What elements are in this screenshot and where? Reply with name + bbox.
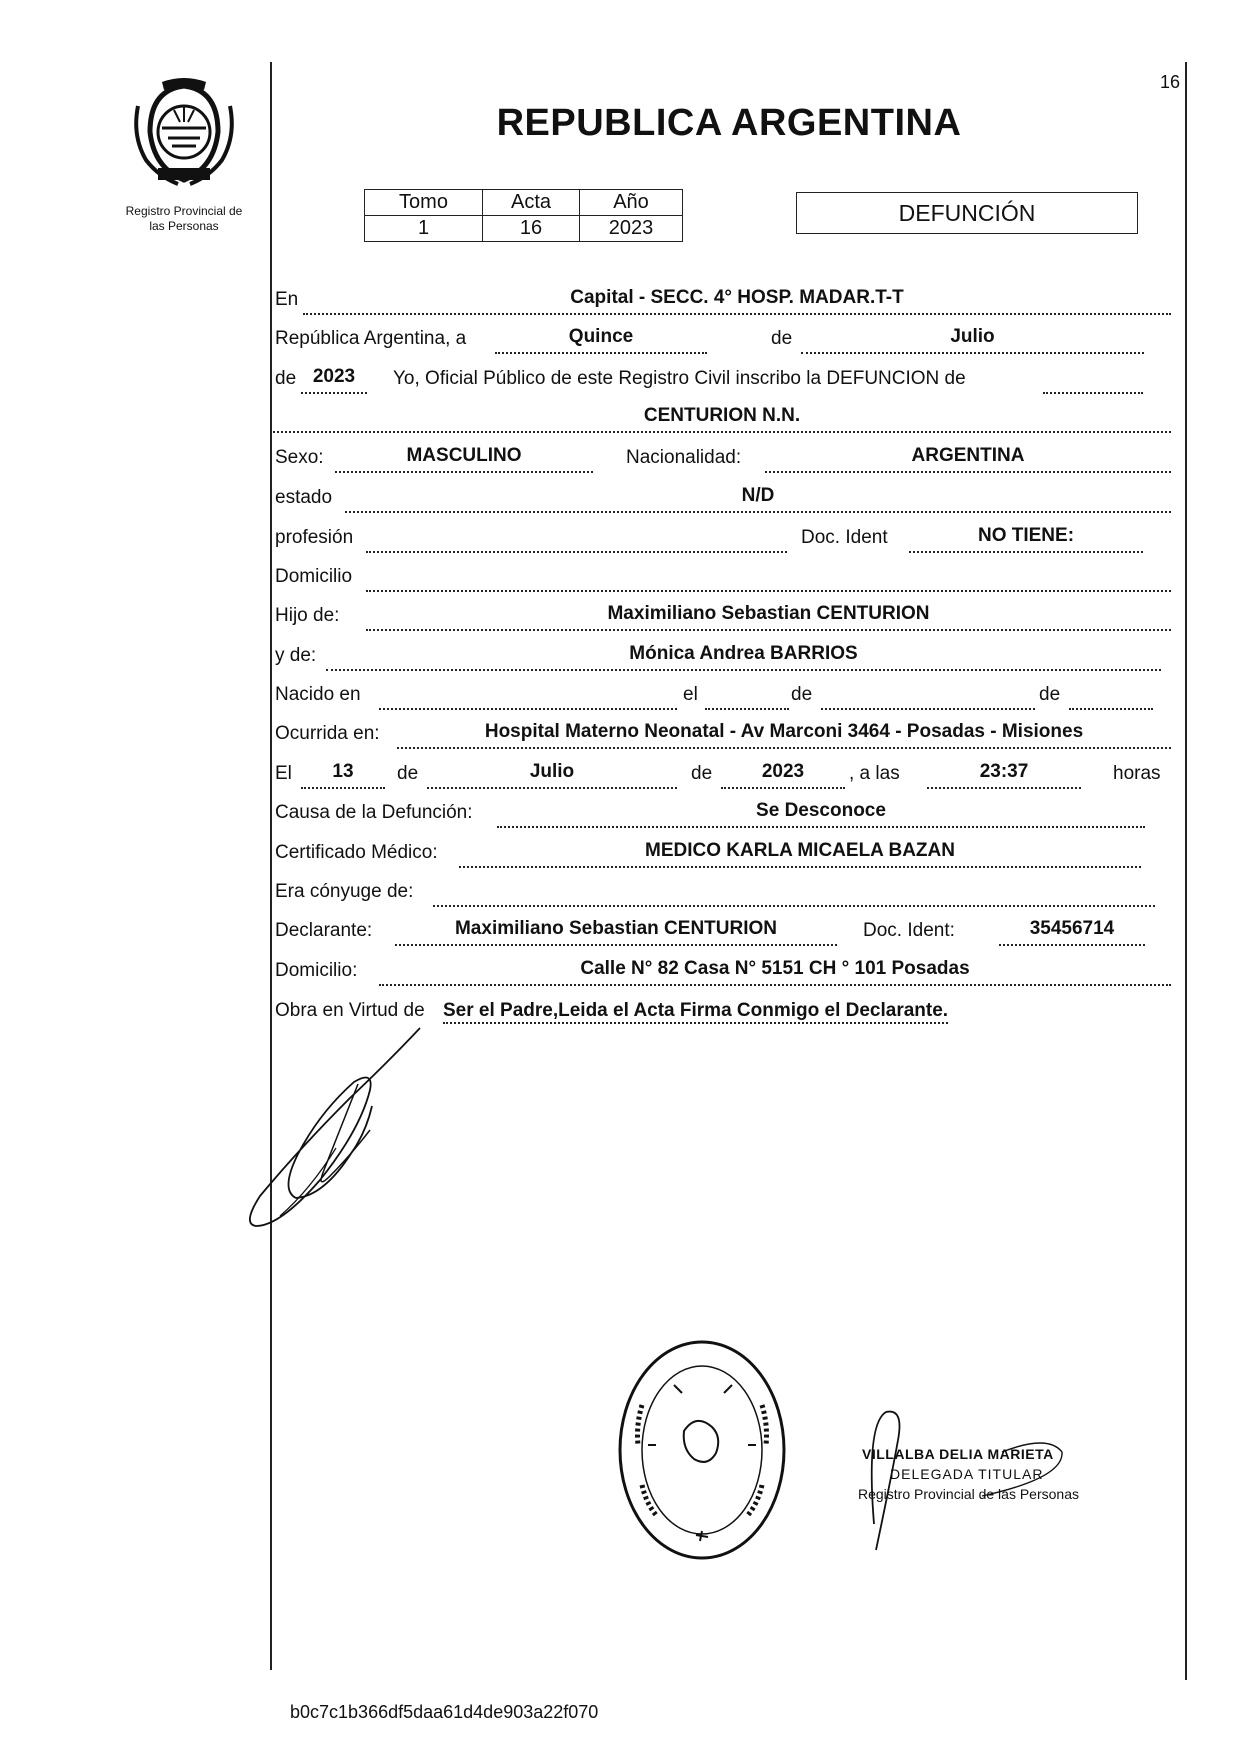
deceased-name: CENTURION N.N. (273, 405, 1171, 433)
page-title: REPUBLICA ARGENTINA (496, 102, 962, 144)
inscription-blank (1043, 366, 1143, 394)
value-acta: 16 (483, 216, 580, 242)
father-value: Maximiliano Sebastian CENTURION (366, 603, 1171, 631)
doc-id-value: NO TIENE: (909, 525, 1143, 553)
legal-basis-value: Ser el Padre,Leida el Acta Firma Conmigo el Declarante. (443, 1000, 948, 1024)
right-margin-line (1185, 62, 1187, 1680)
birthplace-value (379, 682, 677, 710)
declarant-signature-icon (240, 1020, 430, 1240)
row-birthplace: Nacido en el de de (273, 682, 1173, 712)
declarant-address-value: Calle N° 82 Casa N° 5151 CH ° 101 Posadas (379, 958, 1171, 986)
sex-value: MASCULINO (335, 445, 593, 473)
year-value: 2023 (301, 366, 367, 394)
place-value: Capital - SECC. 4° HOSP. MADAR.T-T (303, 287, 1171, 315)
row-legal-basis: Obra en Virtud de Ser el Padre,Leida el Acta Firma Conmigo el Declarante. (273, 998, 1173, 1028)
row-death-datetime: El 13 de Julio de 2023 , a las 23:37 horas (273, 761, 1185, 791)
official-name: VILLALBA DELIA MARIETA (862, 1446, 1054, 1462)
row-civil-status: estado N/D (273, 485, 1173, 515)
spouse-value (433, 879, 1155, 907)
medical-certificate-value: MEDICO KARLA MICAELA BAZAN (459, 840, 1141, 868)
death-place-value: Hospital Materno Neonatal - Av Marconi 3464 - Posadas - Misiones (397, 721, 1171, 749)
death-time-value: 23:37 (927, 761, 1081, 789)
provincial-seal-icon (128, 76, 240, 190)
page-number: 16 (1160, 72, 1181, 92)
value-tomo: 1 (365, 216, 483, 242)
cause-value: Se Desconoce (497, 800, 1145, 828)
day-word: Quince (495, 326, 707, 354)
row-address: Domicilio (273, 564, 1173, 594)
document-hash: b0c7c1b366df5daa61d4de903a22f070 (290, 1702, 599, 1722)
death-day-value: 13 (301, 761, 385, 789)
row-medical-certificate: Certificado Médico: MEDICO KARLA MICAELA BAZAN (273, 840, 1173, 870)
row-father: Hijo de: Maximiliano Sebastian CENTURION (273, 603, 1173, 633)
office-stamp-icon (612, 1335, 792, 1565)
row-profession: profesión Doc. Ident NO TIENE: (273, 525, 1173, 555)
row-mother: y de: Mónica Andrea BARRIOS (273, 643, 1173, 673)
death-year-value: 2023 (721, 761, 845, 789)
row-inscription: de 2023 Yo, Oficial Público de este Registro Civil inscribo la DEFUNCION de (273, 366, 1173, 396)
declarant-value: Maximiliano Sebastian CENTURION (395, 918, 837, 946)
birth-month-value (821, 682, 1035, 710)
value-anio: 2023 (580, 216, 683, 242)
official-office: Registro Provincial de las Personas (858, 1486, 1079, 1502)
row-cause: Causa de la Defunción: Se Desconoce (273, 800, 1173, 830)
month-word: Julio (801, 326, 1144, 354)
row-declarant-address: Domicilio: Calle N° 82 Casa N° 5151 CH ° 101 Posadas (273, 958, 1173, 988)
issuer-name: Registro Provincial de las Personas (125, 204, 243, 233)
nationality-value: ARGENTINA (765, 445, 1171, 473)
row-sex-nationality: Sexo: MASCULINO Nacionalidad: ARGENTINA (273, 445, 1173, 475)
header-acta: Acta (483, 190, 580, 216)
header-anio: Año (580, 190, 683, 216)
left-margin-line (270, 62, 272, 1670)
row-date: República Argentina, a Quince de Julio (273, 326, 1173, 356)
row-death-place: Ocurrida en: Hospital Materno Neonatal - Av Marconi 3464 - Posadas - Misiones (273, 721, 1173, 751)
official-signature-block (852, 1404, 1082, 1554)
civil-status-value: N/D (345, 485, 1171, 513)
official-role: DELEGADA TITULAR (890, 1466, 1044, 1482)
declarant-doc-value: 35456714 (999, 918, 1145, 946)
document-type: DEFUNCIÓN (796, 192, 1138, 234)
record-table (364, 189, 683, 242)
mother-value: Mónica Andrea BARRIOS (326, 643, 1161, 671)
profession-value (366, 525, 787, 553)
row-place: En Capital - SECC. 4° HOSP. MADAR.T-T (273, 287, 1173, 317)
death-month-value: Julio (427, 761, 677, 789)
address-value (366, 564, 1171, 592)
row-spouse: Era cónyuge de: (273, 879, 1173, 909)
header-tomo: Tomo (365, 190, 483, 216)
birth-year-value (1069, 682, 1153, 710)
row-declarant: Declarante: Maximiliano Sebastian CENTURION Doc. Ident: 35456714 (273, 918, 1173, 948)
birth-day-value (705, 682, 789, 710)
row-deceased-name (273, 405, 1173, 435)
